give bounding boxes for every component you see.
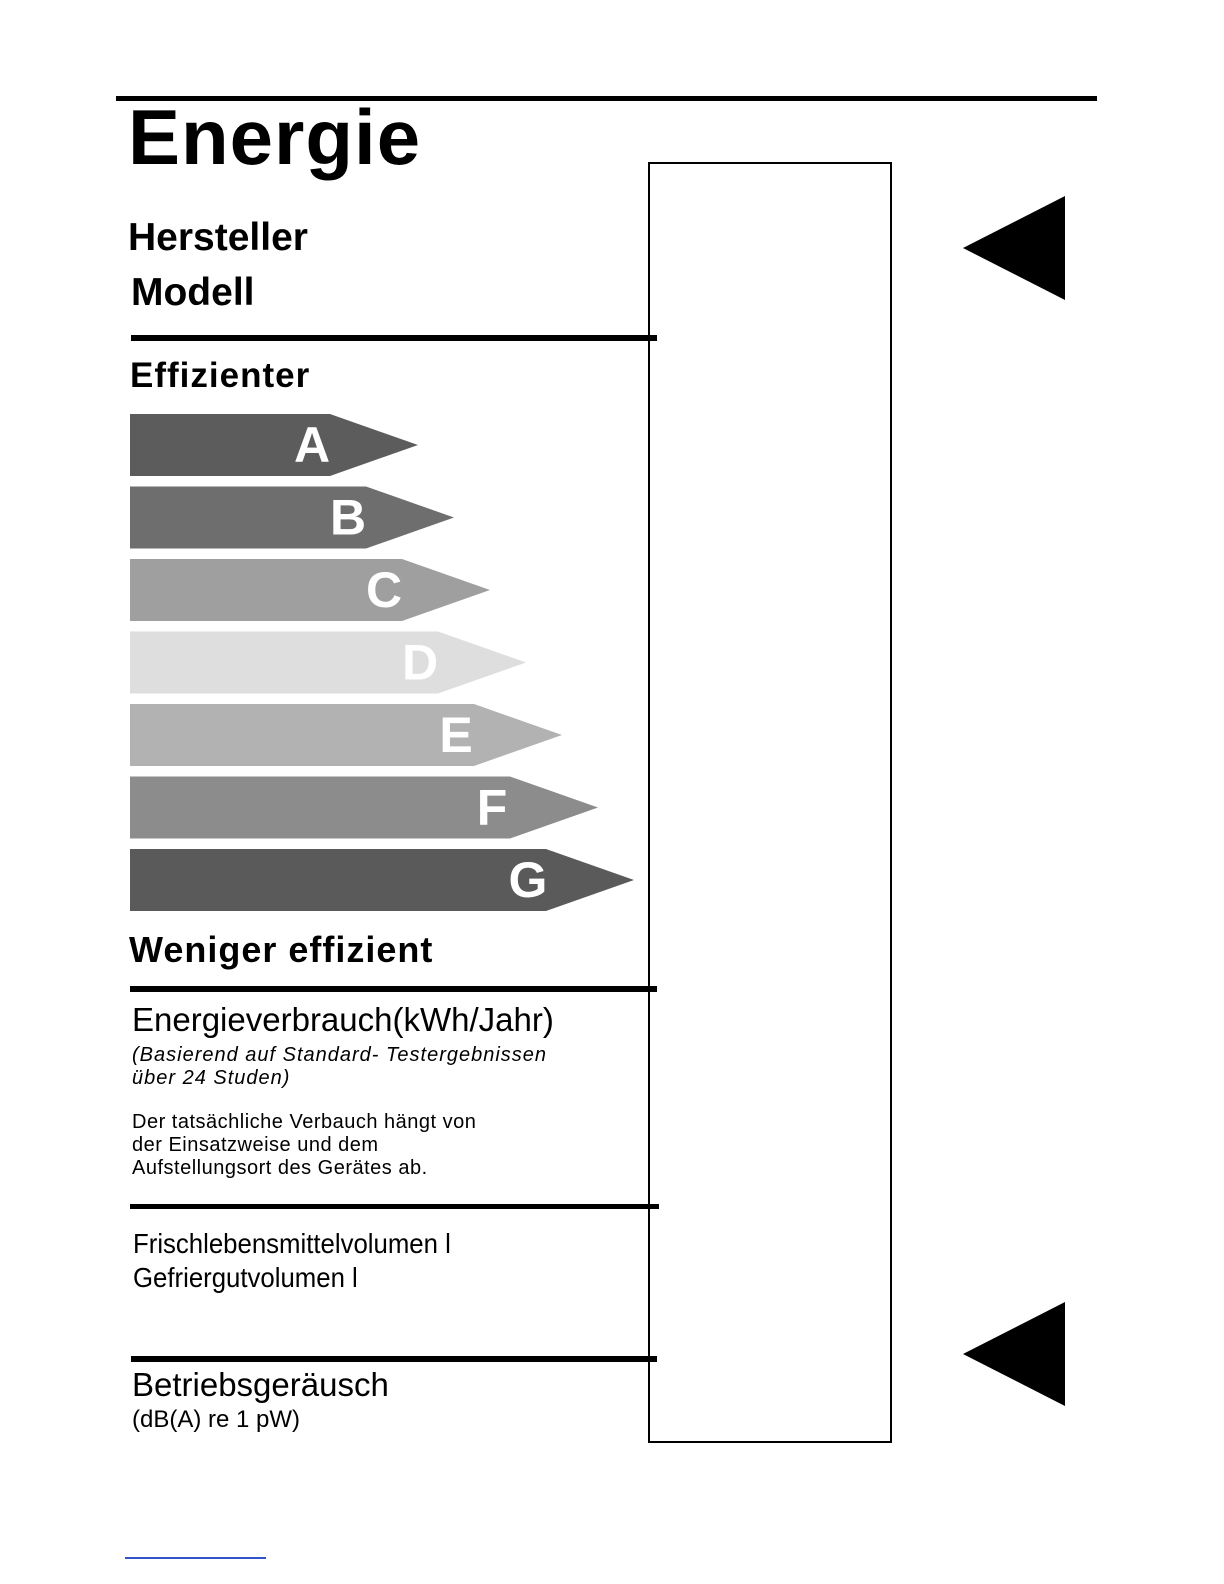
efficiency-class-g (130, 849, 634, 911)
manufacturer-label: Hersteller (128, 216, 308, 259)
consumption-info-line-2: der Einsatzweise und dem (132, 1134, 379, 1156)
efficiency-arrow (130, 487, 454, 549)
model-label: Modell (131, 271, 255, 314)
efficiency-class-f (130, 777, 598, 839)
rating-pointer-icon (963, 196, 1065, 300)
efficiency-arrow (130, 704, 562, 766)
efficiency-letter: D (401, 634, 439, 691)
efficiency-class-e (130, 704, 562, 766)
consumption-title: Energieverbrauch(kWh/Jahr) (132, 1001, 554, 1038)
consumption-info-line-3: Aufstellungsort des Gerätes ab. (132, 1157, 428, 1179)
consumption-note-line-2: über 24 Studen) (132, 1067, 291, 1089)
efficiency-arrow (130, 849, 634, 911)
efficiency-letter: C (365, 562, 403, 618)
efficiency-class-b (130, 487, 454, 549)
label-title: Energie (128, 93, 422, 181)
efficiency-letter: F (476, 779, 508, 836)
header-divider (131, 335, 657, 341)
efficiency-arrow (130, 414, 418, 476)
more-efficient-label: Effizienter (130, 356, 311, 395)
efficiency-letter: B (329, 489, 367, 546)
efficiency-class-a (130, 414, 418, 476)
frozen-volume-label: Gefriergutvolumen l (133, 1262, 358, 1293)
efficiency-letter: A (293, 417, 331, 473)
scale-divider (130, 986, 657, 992)
noise-unit: (dB(A) re 1 pW) (132, 1406, 301, 1433)
fresh-volume-label: Frischlebensmittelvolumen l (133, 1228, 451, 1259)
efficiency-class-c (130, 559, 490, 621)
efficiency-arrow (130, 777, 598, 839)
consumption-divider (130, 1204, 659, 1209)
value-box (648, 162, 892, 1443)
efficiency-arrow (130, 632, 526, 694)
volume-divider (131, 1356, 657, 1362)
footer-link-line (125, 1557, 266, 1559)
noise-title: Betriebsgeräusch (132, 1366, 389, 1403)
consumption-note-line-1: (Basierend auf Standard- Testergebnissen (132, 1044, 548, 1066)
efficiency-scale (130, 414, 650, 914)
efficiency-class-d (130, 632, 526, 694)
efficiency-arrow (130, 559, 490, 621)
consumption-info-line-1: Der tatsächliche Verbauch hängt von (132, 1111, 477, 1133)
less-efficient-label: Weniger effizient (129, 929, 434, 970)
efficiency-letter: G (508, 852, 548, 908)
noise-pointer-icon (963, 1302, 1065, 1406)
efficiency-letter: E (439, 707, 473, 763)
